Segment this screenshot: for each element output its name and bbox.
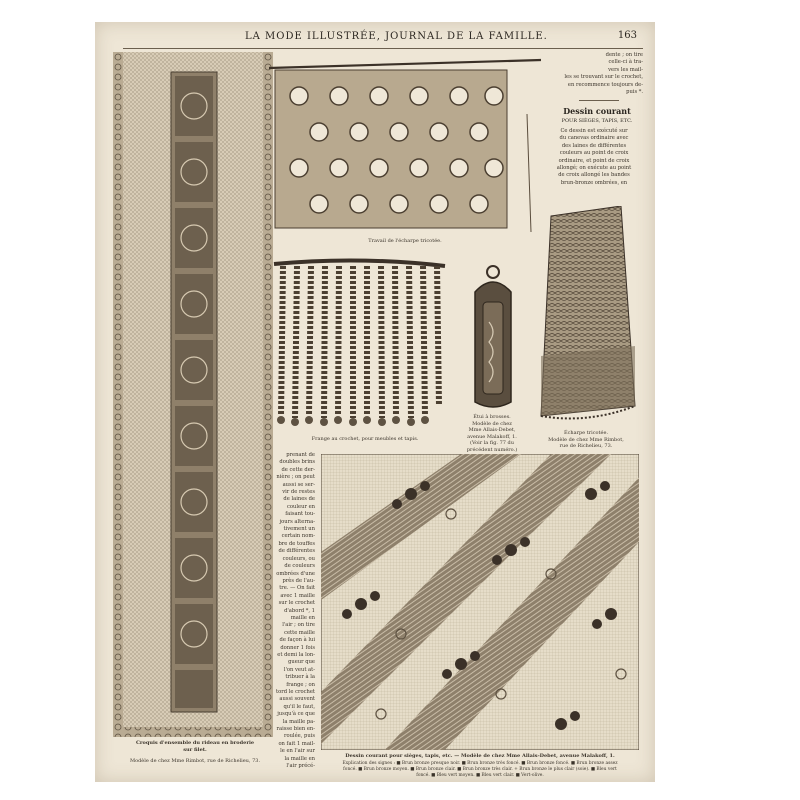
text-line: tre. — On fait	[279, 585, 315, 592]
text-line: de laines de	[283, 496, 315, 503]
text-line: certain nom-	[281, 533, 315, 540]
middle-text-column	[275, 452, 315, 770]
brush-holder-illustration	[465, 262, 521, 412]
text-line: cette maille	[284, 629, 315, 636]
text-line: l'air précé-	[286, 763, 315, 770]
section-heading: Dessin courant	[563, 106, 631, 116]
text-line: de différentes	[278, 548, 315, 555]
text-line: du canevas ordinaire avec	[559, 135, 629, 142]
cross-stitch-pattern	[321, 454, 639, 750]
text-line: avec 1 maille	[280, 592, 315, 599]
curtain-illustration	[113, 52, 273, 737]
text-line: frange ; on	[286, 681, 315, 688]
text-line: couleurs, ou	[282, 555, 315, 562]
text-line: doubles brins	[279, 459, 315, 466]
page-number: 163	[617, 30, 637, 41]
text-line: ordinaire, et point de croix	[558, 157, 630, 164]
section-body	[539, 128, 649, 187]
caption-line: Modèle de chez	[472, 420, 512, 427]
text-line: sur le crochet	[278, 600, 315, 607]
knitted-swatch-illustration	[269, 54, 541, 234]
text-line: faisant tou-	[285, 511, 315, 518]
curtain-model-caption: Modèle de chez Mme Rimbot, rue de Richelieu, 73.	[129, 758, 261, 764]
caption-line: avenue Malakoff, 1.	[467, 433, 517, 440]
text-line: vir de restes	[282, 489, 315, 496]
scarf-work-caption: Travail de l'écharpe tricotée.	[368, 238, 442, 244]
caption-line: Mme Allais-Debet,	[468, 427, 516, 433]
caption-line: (Voir la fig. 77 du	[470, 440, 514, 446]
legend-line: Explication des signes : ■ Brun bronze presque noir. ■ Brun bronze très foncé. ■ Brun bronze foncé. ■ Brun bronze assez	[342, 761, 618, 766]
section-divider	[579, 100, 619, 101]
text-line: et demi la lon-	[277, 651, 315, 658]
text-line: près de l'au-	[282, 577, 315, 584]
text-line: dente ; on tire	[605, 52, 643, 58]
legend-line: foncé. ■ Bleu vert moyen. ■ Bleu vert clair. ■ Vert-olive.	[416, 773, 544, 778]
text-line: celle-ci à tra-	[608, 59, 643, 66]
text-line: nière ; on peut	[276, 474, 315, 481]
scarf-illustration	[531, 206, 641, 426]
text-line: qu'il le faut,	[283, 703, 315, 710]
curtain-caption-line: Croquis d'ensemble du rideau en broderie	[135, 740, 255, 746]
text-line: de couleurs	[284, 563, 315, 570]
magazine-page	[95, 22, 655, 782]
text-line: de façon à lui	[279, 637, 315, 644]
fringe-illustration	[269, 256, 459, 434]
text-line: aussi se ser-	[282, 481, 315, 488]
text-line: couleur en	[287, 503, 315, 510]
caption-line: rue de Richelieu, 73.	[559, 443, 613, 449]
curtain-caption	[115, 740, 275, 753]
caption-line: Étui à brosses.	[473, 414, 511, 420]
text-line: brun-bronze ombrées, en	[560, 179, 628, 186]
text-line: on fait 1 mail-	[278, 740, 315, 747]
page-header	[95, 22, 655, 48]
text-line: gueur que	[288, 659, 315, 666]
text-line: les se trouvant sur le crochet,	[564, 74, 643, 81]
text-line: tivement un	[283, 526, 315, 533]
text-line: roulée, puis	[283, 733, 315, 740]
text-line: l'air ; on tire	[282, 622, 315, 629]
caption-line: précédent numéro.)	[466, 446, 518, 453]
caption-line: Modèle de chez Mme Rimbot,	[548, 436, 624, 443]
text-line: couleurs au point de croix	[559, 150, 629, 157]
scarf-caption	[531, 430, 641, 450]
text-line: tord le crochet	[276, 689, 315, 695]
text-line: ombrées d'une	[276, 570, 315, 577]
text-line: le en l'air sur	[280, 748, 315, 755]
text-line: raisse bien en-	[276, 726, 315, 733]
text-line: jours alterna-	[279, 518, 315, 525]
fringe-caption: Frange au crochet, pour meubles et tapis.	[311, 436, 419, 442]
text-line: jusqu'à ce que	[277, 711, 315, 718]
text-line: allongé; on exécute au point	[556, 165, 632, 172]
text-line: l'on veut at-	[283, 666, 315, 673]
text-line: donner 1 fois	[280, 644, 315, 651]
section-subheading: POUR SIÈGES, TAPIS, ETC.	[561, 118, 633, 124]
text-line: la maille en	[284, 755, 315, 762]
text-line: la maille pa-	[282, 718, 315, 725]
pattern-caption: Dessin courant pour sièges, tapis, etc. — Modèle de chez Mme Allais-Debet, avenue Malakoff, 1.	[345, 753, 615, 759]
top-right-text	[525, 52, 643, 96]
text-line: puis *.	[626, 89, 643, 96]
text-line: Ce dessin est exécuté sur	[560, 128, 628, 134]
curtain-caption-line: sur filet.	[183, 746, 207, 753]
legend-line: foncé. ■ Brun bronze moyen. ■ Brun bronze clair. ■ Brun bronze très clair. + Brun bronze le plus clair (soie). ■ Bleu vert	[343, 767, 617, 772]
journal-title: LA MODE ILLUSTRÉE, JOURNAL DE LA FAMILLE.	[245, 31, 548, 42]
header-rule	[123, 48, 643, 49]
text-line: vers les mail-	[608, 66, 643, 73]
text-line: des laines de différentes	[561, 142, 627, 149]
text-line: en recommence toujours de-	[567, 81, 643, 88]
text-line: d'abord *, 1	[284, 607, 315, 614]
pattern-legend	[321, 761, 639, 779]
text-line: maille en	[290, 614, 315, 621]
text-line: de cette der-	[281, 466, 315, 473]
text-line: bre de touffes	[278, 540, 315, 547]
brush-holder-caption	[449, 414, 535, 453]
text-line: tribuer à la	[285, 674, 315, 681]
text-line: aussi souvent	[279, 696, 315, 703]
text-line: de croix allongé les bandes	[558, 172, 630, 179]
text-line: prenant de	[286, 452, 315, 458]
caption-line: Écharpe tricotée.	[563, 430, 609, 436]
